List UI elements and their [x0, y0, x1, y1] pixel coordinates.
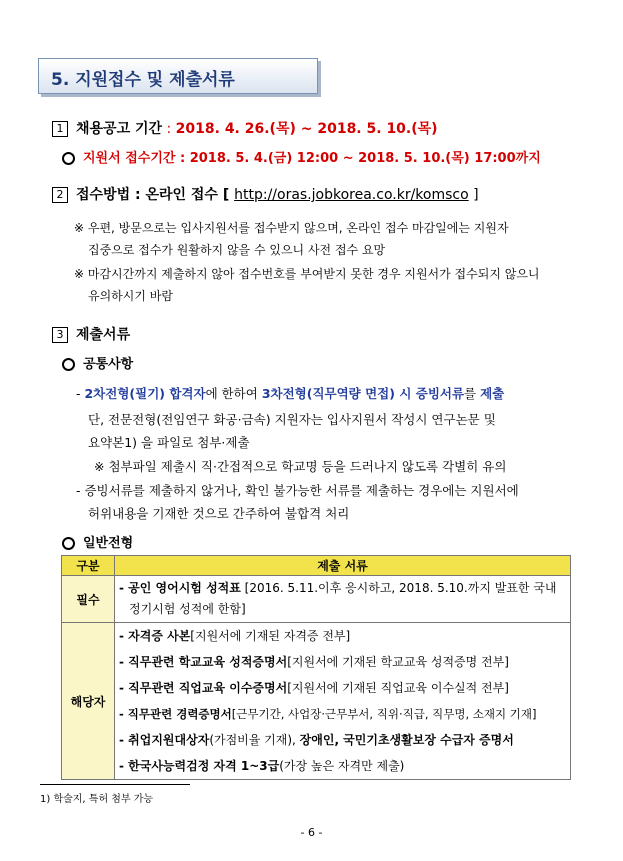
s1-bullet-label: 지원서 접수기간 : — [83, 151, 190, 166]
circle-bullet-icon — [62, 152, 75, 165]
required-line2: 정기시험 성적에 한함] — [129, 602, 246, 616]
section-heading-box — [38, 58, 318, 94]
list-item — [119, 675, 566, 701]
list-item — [119, 701, 566, 727]
common-line3: 요약본1) 을 파일로 첨부·제출 — [88, 435, 250, 450]
s1-bullet — [62, 147, 541, 166]
s2-note2-line1: ※ 마감시간까지 제출하지 않아 접수번호를 부여받지 못한 경우 지원서가 접수되지 않으니 — [74, 267, 540, 281]
applicable-docs — [115, 623, 571, 780]
s1-bullet-value: 2018. 5. 4.(금) 12:00 ~ 2018. 5. 10.(목) 17:00까지 — [189, 151, 541, 166]
required-docs — [115, 576, 571, 623]
doc-rest: [지원서에 기재된 자격증 전부] — [190, 629, 351, 643]
s1-colon: : — [162, 121, 176, 137]
s3-heading — [52, 324, 130, 344]
common-line2: 단, 전문전형(전임연구 화공·금속) 지원자는 입사지원서 작성시 연구논문 및 — [88, 412, 496, 427]
required-line1 — [119, 578, 566, 599]
general-title-text: 일반전형 — [83, 536, 134, 551]
common-title — [62, 353, 133, 372]
common-line1-dash: - — [76, 386, 85, 401]
doc-bold: - 직무관련 직업교육 이수증명서 — [119, 681, 288, 695]
required-doc-rest: [2016. 5.11.이후 응시하고, 2018. 5.10.까지 발표한 국내 — [240, 581, 557, 595]
s1-label: 채용공고 기간 — [76, 121, 163, 137]
list-item — [119, 753, 566, 779]
doc-bold: - 한국사능력검정 자격 1~3급 — [119, 759, 280, 773]
s2-note1-line2: 집중으로 접수가 원활하지 않을 수 있으니 사전 접수 요망 — [88, 243, 386, 257]
documents-table — [61, 555, 571, 780]
s2-label: 접수방법 — [76, 187, 131, 203]
common-note: ※ 첨부파일 제출시 직·간접적으로 학교명 등을 드러나지 않도록 각별히 유의 — [94, 459, 507, 474]
common-line1-c: 3차전형(직무역량 면접) 시 증빙서류 — [261, 386, 465, 401]
list-item — [119, 623, 566, 649]
s1-heading — [52, 118, 438, 138]
circle-bullet-icon — [62, 358, 75, 371]
common-line1-d: 를 — [464, 386, 481, 401]
section-title: 5. 지원접수 및 제출서류 — [51, 70, 235, 90]
doc-rest: [지원서에 기재된 직업교육 이수실적 전부] — [287, 681, 509, 695]
table-header-row — [62, 556, 571, 576]
common-title-text: 공통사항 — [83, 357, 134, 372]
s1-number: 1 — [52, 121, 68, 137]
common-line1-e: 제출 — [480, 386, 505, 401]
common-line1-a: 2차전형(필기) 합격자 — [84, 386, 206, 401]
s2-method: : 온라인 접수 [ — [130, 187, 235, 203]
page-number: - 6 - — [300, 826, 323, 839]
common-line5: 허위내용을 기재한 것으로 간주하여 불합격 처리 — [88, 506, 350, 521]
s2-note1-line1: ※ 우편, 방문으로는 입사지원서를 접수받지 않으며, 온라인 접수 마감일에는 지원자 — [74, 221, 509, 235]
common-line4: - 증빙서류를 제출하지 않거나, 확인 불가능한 서류를 제출하는 경우에는 지원서에 — [76, 483, 519, 498]
table-header-category: 구분 — [62, 556, 115, 576]
doc-bold-2: 장애인, 국민기초생활보장 수급자 증명서 — [299, 733, 514, 747]
required-doc-bold: - 공인 영어시험 성적표 — [119, 581, 241, 595]
footnote: 1) 학술지, 특허 첨부 가능 — [40, 794, 154, 805]
category-required: 필수 — [62, 576, 115, 623]
s2-close: ] — [468, 187, 479, 203]
s2-heading — [52, 184, 479, 204]
list-item — [119, 649, 566, 675]
circle-bullet-icon — [62, 537, 75, 550]
general-title — [62, 532, 133, 551]
category-applicable: 해당자 — [62, 623, 115, 780]
doc-rest: [지원서에 기재된 학교교육 성적증명 전부] — [287, 655, 509, 669]
table-row — [62, 623, 571, 780]
s3-label: 제출서류 — [76, 327, 131, 343]
doc-bold: - 취업지원대상자 — [119, 733, 210, 747]
s1-value: 2018. 4. 26.(목) ~ 2018. 5. 10.(목) — [175, 121, 438, 137]
table-row — [62, 576, 571, 623]
doc-bold: - 자격증 사본 — [119, 629, 191, 643]
doc-bold: - 직무관련 경력증명서 — [119, 707, 232, 721]
footnote-divider — [40, 784, 190, 785]
doc-rest: [근무기간, 사업장·근무부서, 직위·직급, 직무명, 소재지 기재] — [231, 707, 537, 721]
common-line1-b: 에 한하여 — [205, 386, 262, 401]
doc-rest: (가점비율 기재), — [209, 733, 300, 747]
s2-note2-line2: 유의하시기 바람 — [88, 289, 173, 303]
s2-number: 2 — [52, 187, 68, 203]
common-line1 — [76, 384, 504, 402]
s2-url-link[interactable]: http://oras.jobkorea.co.kr/komsco — [234, 187, 469, 203]
list-item — [119, 727, 566, 753]
s3-number: 3 — [52, 327, 68, 343]
doc-rest: (가장 높은 자격만 제출) — [279, 759, 405, 773]
table-header-documents: 제출 서류 — [115, 556, 571, 576]
doc-bold: - 직무관련 학교교육 성적증명서 — [119, 655, 288, 669]
